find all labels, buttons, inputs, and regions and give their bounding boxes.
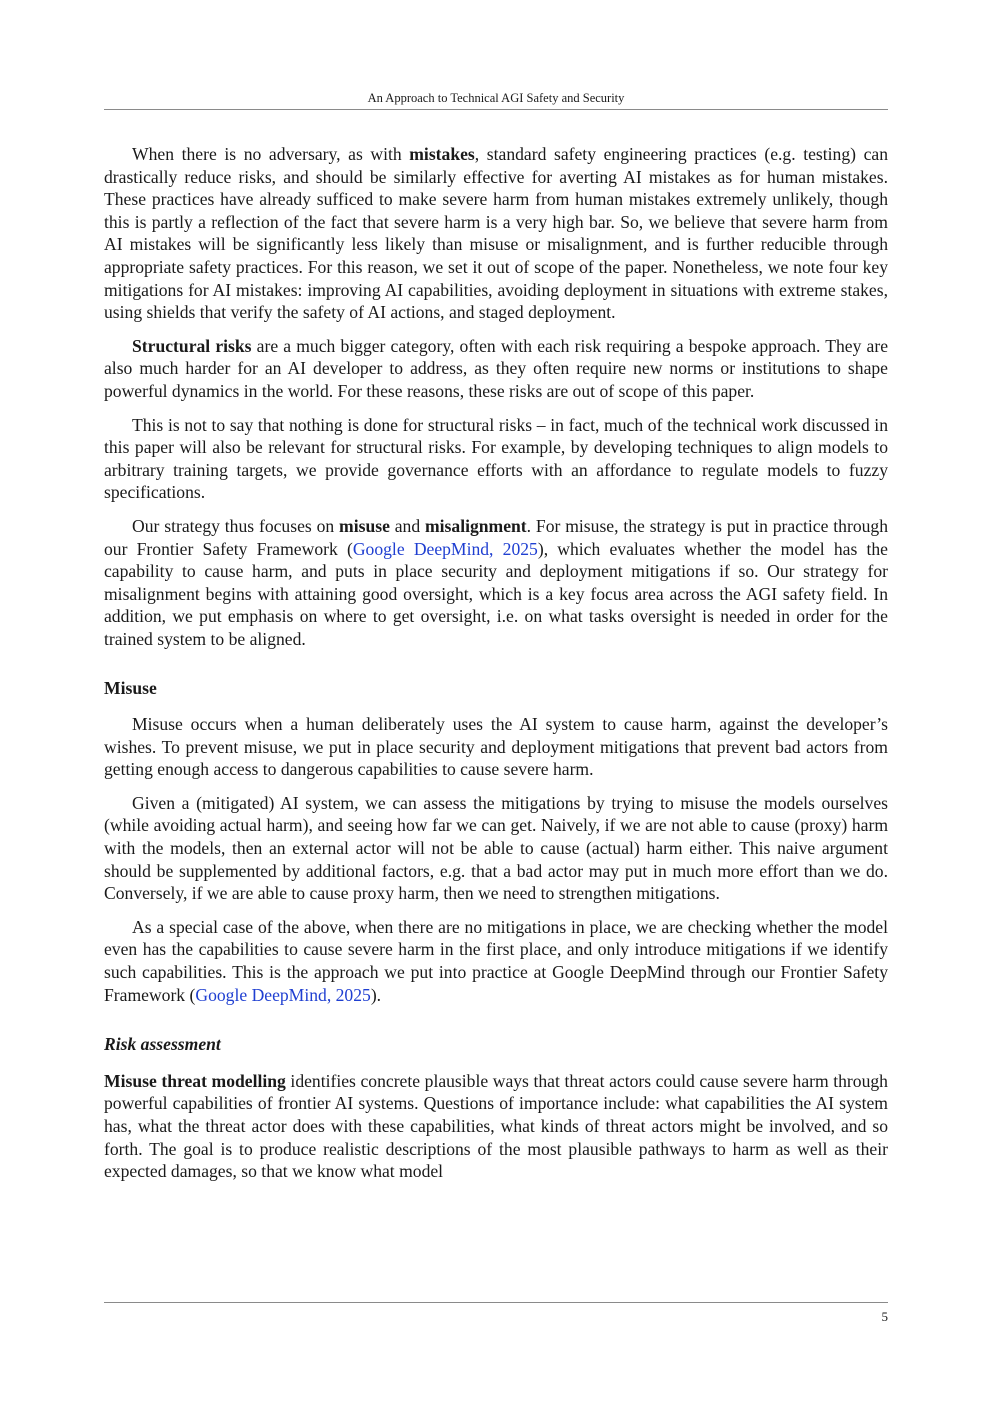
paragraph-strategy [104, 515, 888, 651]
citation-link[interactable]: Google DeepMind, 2025 [195, 984, 371, 1005]
text-span: When there is no adversary, as with [132, 144, 410, 164]
text-span: identifies concrete plausible ways that threat actors could cause severe harm through powerful capabilities of frontier AI systems. Questions of importance include: what capabilities the AI system has, what the threat actor does with these capabilities, what kinds of threat actors might be involved, and so forth. The goal is to produce realistic descriptions of the most plausible pathways to harm as well as their expected damages, so that we know what model [104, 1070, 888, 1182]
text-span: As a special case of the above, when there are no mitigations in place, we are checking whether the model even has the capabilities to cause severe harm in the first place, and only introduce mitigations if we identify such capabilities. This is the approach we put into practice at Google DeepMind through our Frontier Safety Framework ( [104, 916, 888, 1005]
paragraph-structural-work [104, 414, 888, 504]
text-span: Our strategy thus focuses on [132, 515, 340, 536]
text-span: Misuse occurs when a human deliberately uses the AI system to cause harm, against the developer’s wishes. To prevent misuse, we put in place security and deployment mitigations that prevent bad actors from getting enough access to dangerous capabilities to cause severe harm. [104, 714, 888, 780]
section-heading-misuse: Misuse [104, 678, 157, 699]
text-span: , standard safety engineering practices (e.g. testing) can drastically reduce risks, and should be similarly effective for averting AI mistakes as for human mistakes. These practices have already sufficed to make severe harm from human mistakes extremely unlikely, though this is partly a reflection of the fact that severe harm is a very high bar. So, we believe that severe harm from AI mistakes will be significantly less likely than misuse or misalignment, and is further reducible through appropriate safety practices. For this reason, we set it out of scope of the paper. Nonetheless, we note four key mitigations for AI mistakes: improving AI capabilities, avoiding deployment in situations with extreme stakes, using shields that verify the safety of AI actions, and staged deployment. [104, 144, 888, 323]
paragraph-misuse-definition [104, 713, 888, 781]
text-span: are a much bigger category, often with each risk requiring a bespoke approach. They are also much harder for an AI developer to address, as they often require new norms or institutions to shape powerful dynamics in the world. For these reasons, these risks are out of scope of this paper. [104, 335, 888, 401]
header-rule [104, 109, 888, 110]
footer-rule [104, 1302, 888, 1303]
paragraph-special-case [104, 916, 888, 1006]
text-span: and [389, 515, 426, 536]
paragraph-mitigation-assessment [104, 792, 888, 905]
term-misalignment: misalignment [425, 515, 527, 536]
text-span: . For misuse, the strategy is put in practice through our Frontier Safety Framework ( [104, 515, 889, 559]
text-span: ), which evaluates whether the model has the capability to cause harm, and puts in place security and deployment mitigations if so. Our strategy for misalignment begins with attaining good oversight, which is a key focus area across the AGI safety field. In addition, we put emphasis on where to get oversight, i.e. on what tasks oversight is needed in order for the trained system to be aligned. [104, 538, 888, 649]
citation-link[interactable]: Google DeepMind, 2025 [352, 538, 538, 559]
paragraph-threat-modelling [104, 1070, 888, 1183]
text-span: ). [370, 984, 382, 1005]
body-text [104, 143, 888, 1194]
term-misuse-threat-modelling: Misuse threat modelling [104, 1070, 286, 1091]
page-number: 5 [881, 1309, 888, 1324]
running-title: An Approach to Technical AGI Safety and Security [367, 91, 625, 105]
text-span: Given a (mitigated) AI system, we can assess the mitigations by trying to misuse the models ourselves (while avoiding actual harm), and seeing how far we can get. Naively, if we are not able to cause (proxy) harm with the models, then an external actor will not be able to cause (actual) harm either. This naive argument should be supplemented by additional factors, e.g. that a bad actor may put in much more effort than we do. Conversely, if we are able to cause proxy harm, then we need to strengthen mitigations. [104, 792, 888, 904]
text-span: This is not to say that nothing is done for structural risks – in fact, much of the technical work discussed in this paper will also be relevant for structural risks. For example, by developing techniques to align models to arbitrary training targets, we provide governance efforts with an affordance to regulate models to fuzzy specifications. [104, 414, 888, 503]
term-misuse: misuse [339, 515, 390, 536]
subsection-heading-risk-assessment: Risk assessment [104, 1034, 221, 1055]
term-mistakes: mistakes [409, 144, 475, 164]
paragraph-mistakes [104, 143, 888, 324]
paragraph-structural-risks [104, 335, 888, 403]
term-structural-risks: Structural risks [132, 335, 252, 356]
